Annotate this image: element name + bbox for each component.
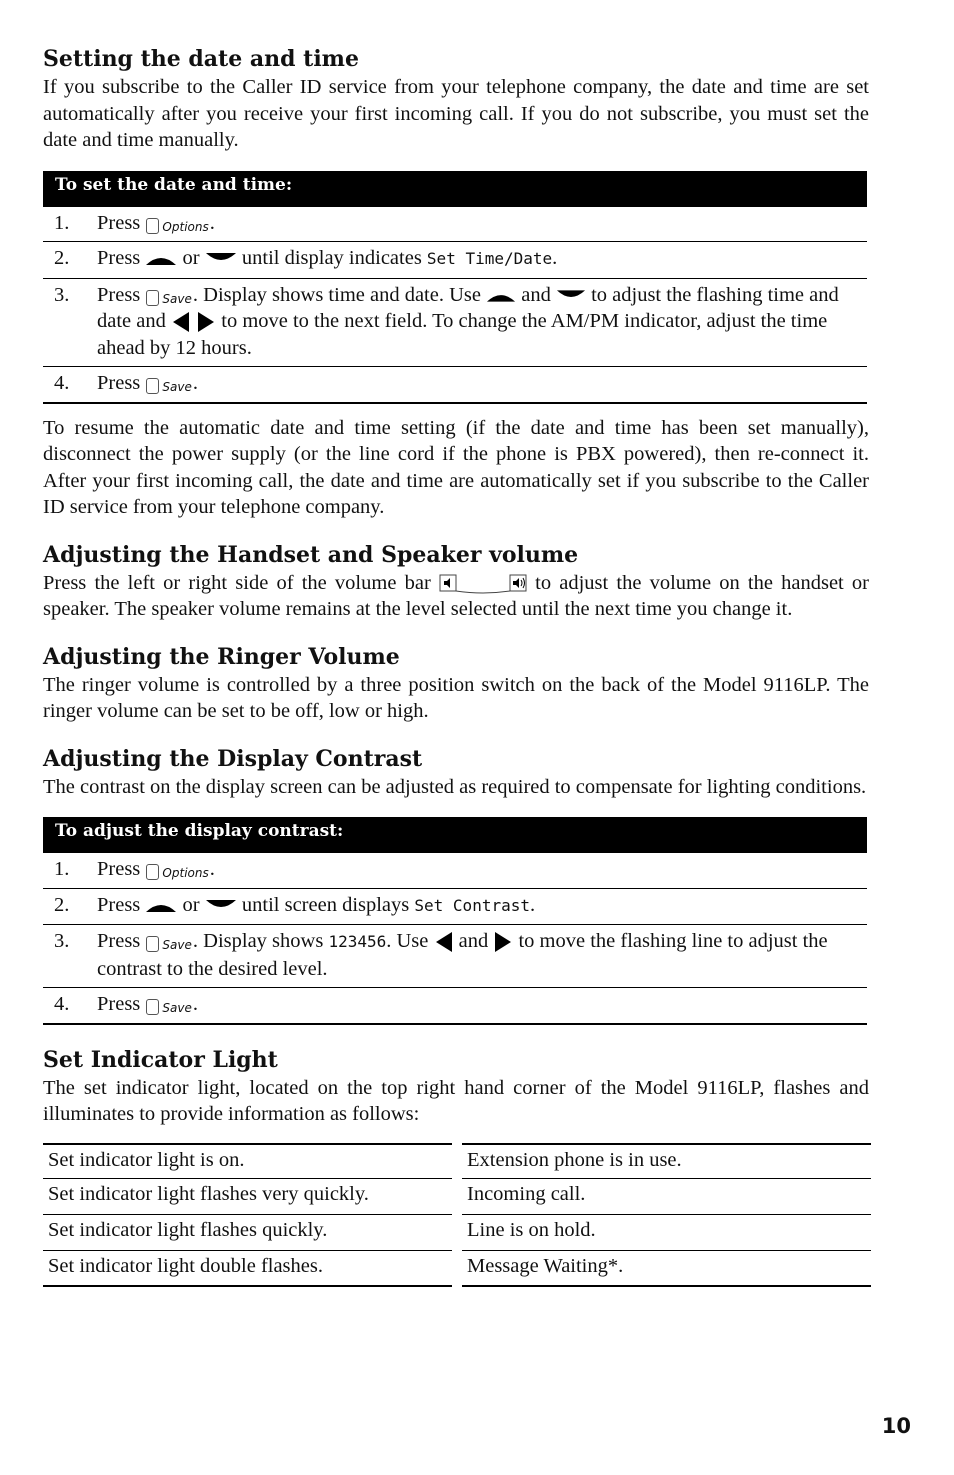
up-arrow-icon bbox=[486, 288, 516, 304]
indicator-state: Set indicator light flashes quickly. bbox=[43, 1215, 452, 1251]
down-arrow-icon bbox=[205, 251, 237, 267]
procedure-step bbox=[43, 242, 867, 279]
lcd-text: Set Contrast bbox=[414, 895, 530, 915]
options-key-icon bbox=[146, 864, 208, 880]
procedure-step bbox=[43, 853, 867, 889]
save-key-label: Save bbox=[162, 291, 192, 306]
step-number: 2. bbox=[54, 893, 70, 916]
lcd-text: 123456 bbox=[328, 932, 387, 951]
step-text: . bbox=[529, 893, 536, 916]
step-number: 4. bbox=[54, 993, 70, 1015]
manual-page bbox=[43, 44, 869, 1287]
indicator-state: Set indicator light is on. bbox=[43, 1143, 452, 1179]
step-text: . Display shows bbox=[192, 930, 324, 952]
save-key-icon bbox=[146, 999, 191, 1015]
step-text: and bbox=[521, 283, 551, 306]
step-text: or bbox=[182, 893, 200, 916]
step-text: Press bbox=[97, 893, 141, 916]
left-arrow-icon bbox=[434, 931, 454, 953]
options-key-icon bbox=[146, 218, 208, 234]
right-arrow-icon bbox=[493, 931, 513, 953]
step-text: . bbox=[192, 993, 199, 1015]
step-text: Press bbox=[97, 247, 141, 269]
step-text: until display indicates bbox=[241, 247, 422, 269]
resume-automatic-paragraph: To resume the automatic date and time setting (if the date and time has been set manually), disconnect the power supply (or the line cord if the phone is PBX powered), then re-connect it. After your first incoming call, the date and time are automatically set if you subscribe to the Caller ID service from your telephone company. bbox=[43, 416, 869, 518]
step-text: Press bbox=[97, 858, 141, 880]
options-key-label: Options bbox=[162, 219, 209, 234]
save-key-icon bbox=[146, 290, 191, 306]
save-key-label: Save bbox=[162, 1001, 192, 1015]
step-text: Press bbox=[97, 211, 141, 234]
procedure-header: To set the date and time: bbox=[43, 171, 867, 207]
step-text: and bbox=[458, 930, 489, 952]
section-title-indicator: Set Indicator Light bbox=[43, 1046, 278, 1073]
volume-bar-icon bbox=[439, 573, 527, 595]
step-text: Press bbox=[97, 372, 141, 394]
step-text: to adjust the flashing time and date and bbox=[97, 283, 839, 332]
indicator-intro: The set indicator light, located on the top right hand corner of the Model 9116LP, flashes and illuminates to provide information as follows: bbox=[43, 1076, 869, 1125]
step-number: 2. bbox=[54, 247, 70, 269]
section-title-volume: Adjusting the Handset and Speaker volume bbox=[43, 541, 579, 568]
step-text: . Use bbox=[386, 930, 429, 952]
right-arrow-icon bbox=[196, 311, 216, 333]
step-text: . bbox=[209, 211, 215, 234]
left-arrow-icon bbox=[171, 311, 191, 333]
step-number: 1. bbox=[54, 211, 70, 234]
step-number: 1. bbox=[54, 858, 70, 880]
step-number: 3. bbox=[54, 930, 70, 952]
step-text: . bbox=[209, 858, 215, 880]
procedure-header: To adjust the display contrast: bbox=[43, 817, 867, 853]
step-text: . bbox=[192, 372, 199, 394]
save-key-label: Save bbox=[162, 380, 192, 394]
indicator-meaning: Message Waiting*. bbox=[462, 1251, 871, 1287]
up-arrow-icon bbox=[145, 898, 177, 914]
procedure-step bbox=[43, 279, 867, 368]
options-key-label: Options bbox=[162, 866, 209, 880]
indicator-state: Set indicator light double flashes. bbox=[43, 1251, 452, 1287]
section-title-date-time: Setting the date and time bbox=[43, 46, 359, 72]
procedure-step bbox=[43, 207, 867, 243]
page-number: 10 bbox=[881, 1414, 911, 1438]
contrast-procedure bbox=[43, 817, 867, 1025]
up-arrow-icon bbox=[145, 251, 177, 267]
procedure-step bbox=[43, 367, 867, 402]
volume-text: Press the left or right side of the volume bar bbox=[43, 571, 431, 594]
step-text: or bbox=[182, 247, 200, 269]
indicator-meaning: Extension phone is in use. bbox=[462, 1143, 871, 1179]
step-text: until screen displays bbox=[241, 893, 410, 916]
save-key-label: Save bbox=[162, 938, 192, 952]
date-time-intro: If you subscribe to the Caller ID service from your telephone company, the date and time are set automatically after you receive your first incoming call. If you do not subscribe, you must set the date and time manually. bbox=[43, 76, 869, 151]
save-key-icon bbox=[146, 936, 191, 952]
save-key-icon bbox=[146, 378, 191, 394]
indicator-meaning: Incoming call. bbox=[462, 1179, 871, 1215]
contrast-intro: The contrast on the display screen can be adjusted as required to compensate for lighting conditions. bbox=[43, 775, 867, 798]
volume-text: to adjust the volume on the handset or speaker. The speaker volume remains at the level selected until the next time you change it. bbox=[43, 571, 869, 620]
step-text: . Display shows time and date. Use bbox=[192, 283, 481, 306]
date-time-procedure bbox=[43, 171, 867, 404]
section-title-contrast: Adjusting the Display Contrast bbox=[43, 745, 423, 772]
volume-paragraph bbox=[43, 570, 869, 623]
section-title-ringer: Adjusting the Ringer Volume bbox=[43, 643, 400, 670]
step-text: Press bbox=[97, 993, 141, 1015]
down-arrow-icon bbox=[556, 288, 586, 304]
down-arrow-icon bbox=[205, 898, 237, 914]
ringer-paragraph: The ringer volume is controlled by a three position switch on the back of the Model 9116LP. The ringer volume can be set to be off, low or high. bbox=[43, 673, 869, 722]
step-text: to move to the next field. To change the AM/PM indicator, adjust the time ahead by 12 hours. bbox=[97, 310, 828, 359]
indicator-meaning: Line is on hold. bbox=[462, 1215, 871, 1251]
step-text: Press bbox=[97, 283, 141, 306]
procedure-step bbox=[43, 988, 867, 1023]
step-number: 3. bbox=[54, 283, 70, 306]
indicator-table bbox=[43, 1143, 871, 1287]
indicator-state-column bbox=[43, 1143, 452, 1287]
step-number: 4. bbox=[54, 372, 70, 394]
procedure-step bbox=[43, 925, 867, 988]
procedure-step bbox=[43, 889, 867, 926]
lcd-text: Set Time/Date bbox=[426, 249, 553, 268]
step-text: . bbox=[552, 247, 558, 269]
step-text: Press bbox=[97, 930, 141, 952]
indicator-meaning-column bbox=[462, 1143, 871, 1287]
indicator-state: Set indicator light flashes very quickly. bbox=[43, 1179, 452, 1215]
step-text: to move the flashing line to adjust the contrast to the desired level. bbox=[97, 930, 828, 980]
